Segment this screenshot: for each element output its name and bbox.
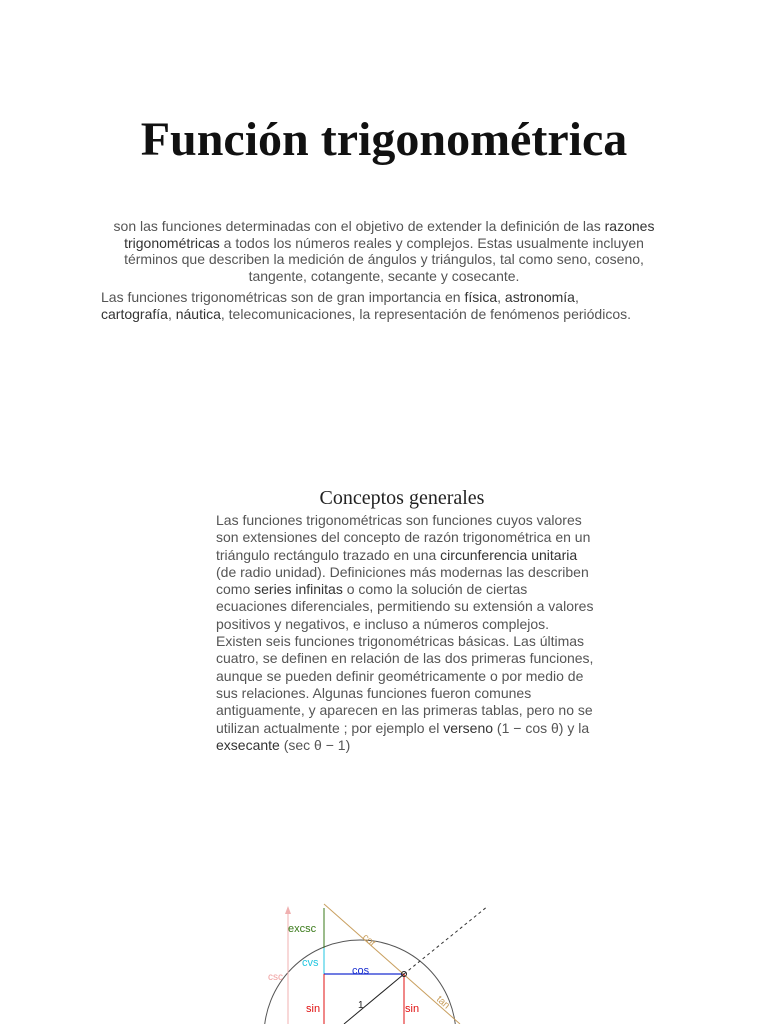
intro-paragraph: son las funciones determinadas con el objetivo de extender la definición de las razones trigonométricas a todos los números reales y complejos. Estas usualmente incluyen términos que describen la medición de ángulos y triángulos, tal como seno, coseno, tangente, cotangente, secante y cosecante. <box>113 218 655 284</box>
inline-link[interactable]: verseno <box>443 719 494 736</box>
cos-label: cos <box>352 965 370 977</box>
inline-link[interactable]: cartografía <box>101 305 168 322</box>
section-title: Conceptos generales <box>319 487 485 509</box>
unit-circle <box>264 940 456 1024</box>
inline-link[interactable]: exsecante <box>216 736 280 753</box>
excsc-label: excsc <box>288 923 317 935</box>
importance-paragraph: Las funciones trigonométricas son de gran importancia en física, astronomía, cartografía, náutica, telecomunicaciones, la representación de fenómenos periódicos. <box>101 289 632 322</box>
cot-label: cot <box>360 931 378 950</box>
unit-circle-diagram <box>200 896 500 1024</box>
radius-extension <box>404 906 488 974</box>
csc-axis-arrow <box>285 906 291 914</box>
radius-one-label: 1 <box>358 1000 364 1011</box>
inline-link[interactable]: náutica <box>175 305 221 322</box>
inline-link[interactable]: física <box>464 289 498 305</box>
tan-label: tan <box>434 993 452 1012</box>
cvs-label: cvs <box>302 957 319 969</box>
csc-label: csc <box>268 972 283 983</box>
inline-link[interactable]: circunferencia unitaria <box>440 546 578 563</box>
radius-line <box>344 974 404 1024</box>
document-title: Función trigonométrica <box>140 113 628 166</box>
sin-left-label: sin <box>306 1003 321 1015</box>
inline-link[interactable]: razones trigonométricas <box>124 218 655 251</box>
inline-link[interactable]: astronomía <box>504 289 575 305</box>
sin-right-label: sin <box>405 1003 420 1015</box>
section-body: Las funciones trigonométricas son funciones cuyos valores son extensiones del concepto de razón trigonométrica en un triángulo rectángulo trazado en una circunferencia unitaria (de radio unidad). Definiciones más modernas las describen como series infinitas o como la solución de ciertas ecuaciones diferenciales, permitiendo su extensión a valores positivos y negativos, e incluso a números complejos. Existen seis funciones trigonométricas básicas. Las últimas cuatro, se definen en relación de las dos primeras funciones, aunque se pueden definir geométricamente o por medio de sus relaciones. Algunas funciones fueron comunes antiguamente, y aparecen en las primeras tablas, pero no se utilizan actualmente ; por ejemplo el verseno (1 − cos θ) y la exsecante (sec θ − 1) <box>216 512 594 753</box>
inline-link[interactable]: series infinitas <box>254 581 343 598</box>
